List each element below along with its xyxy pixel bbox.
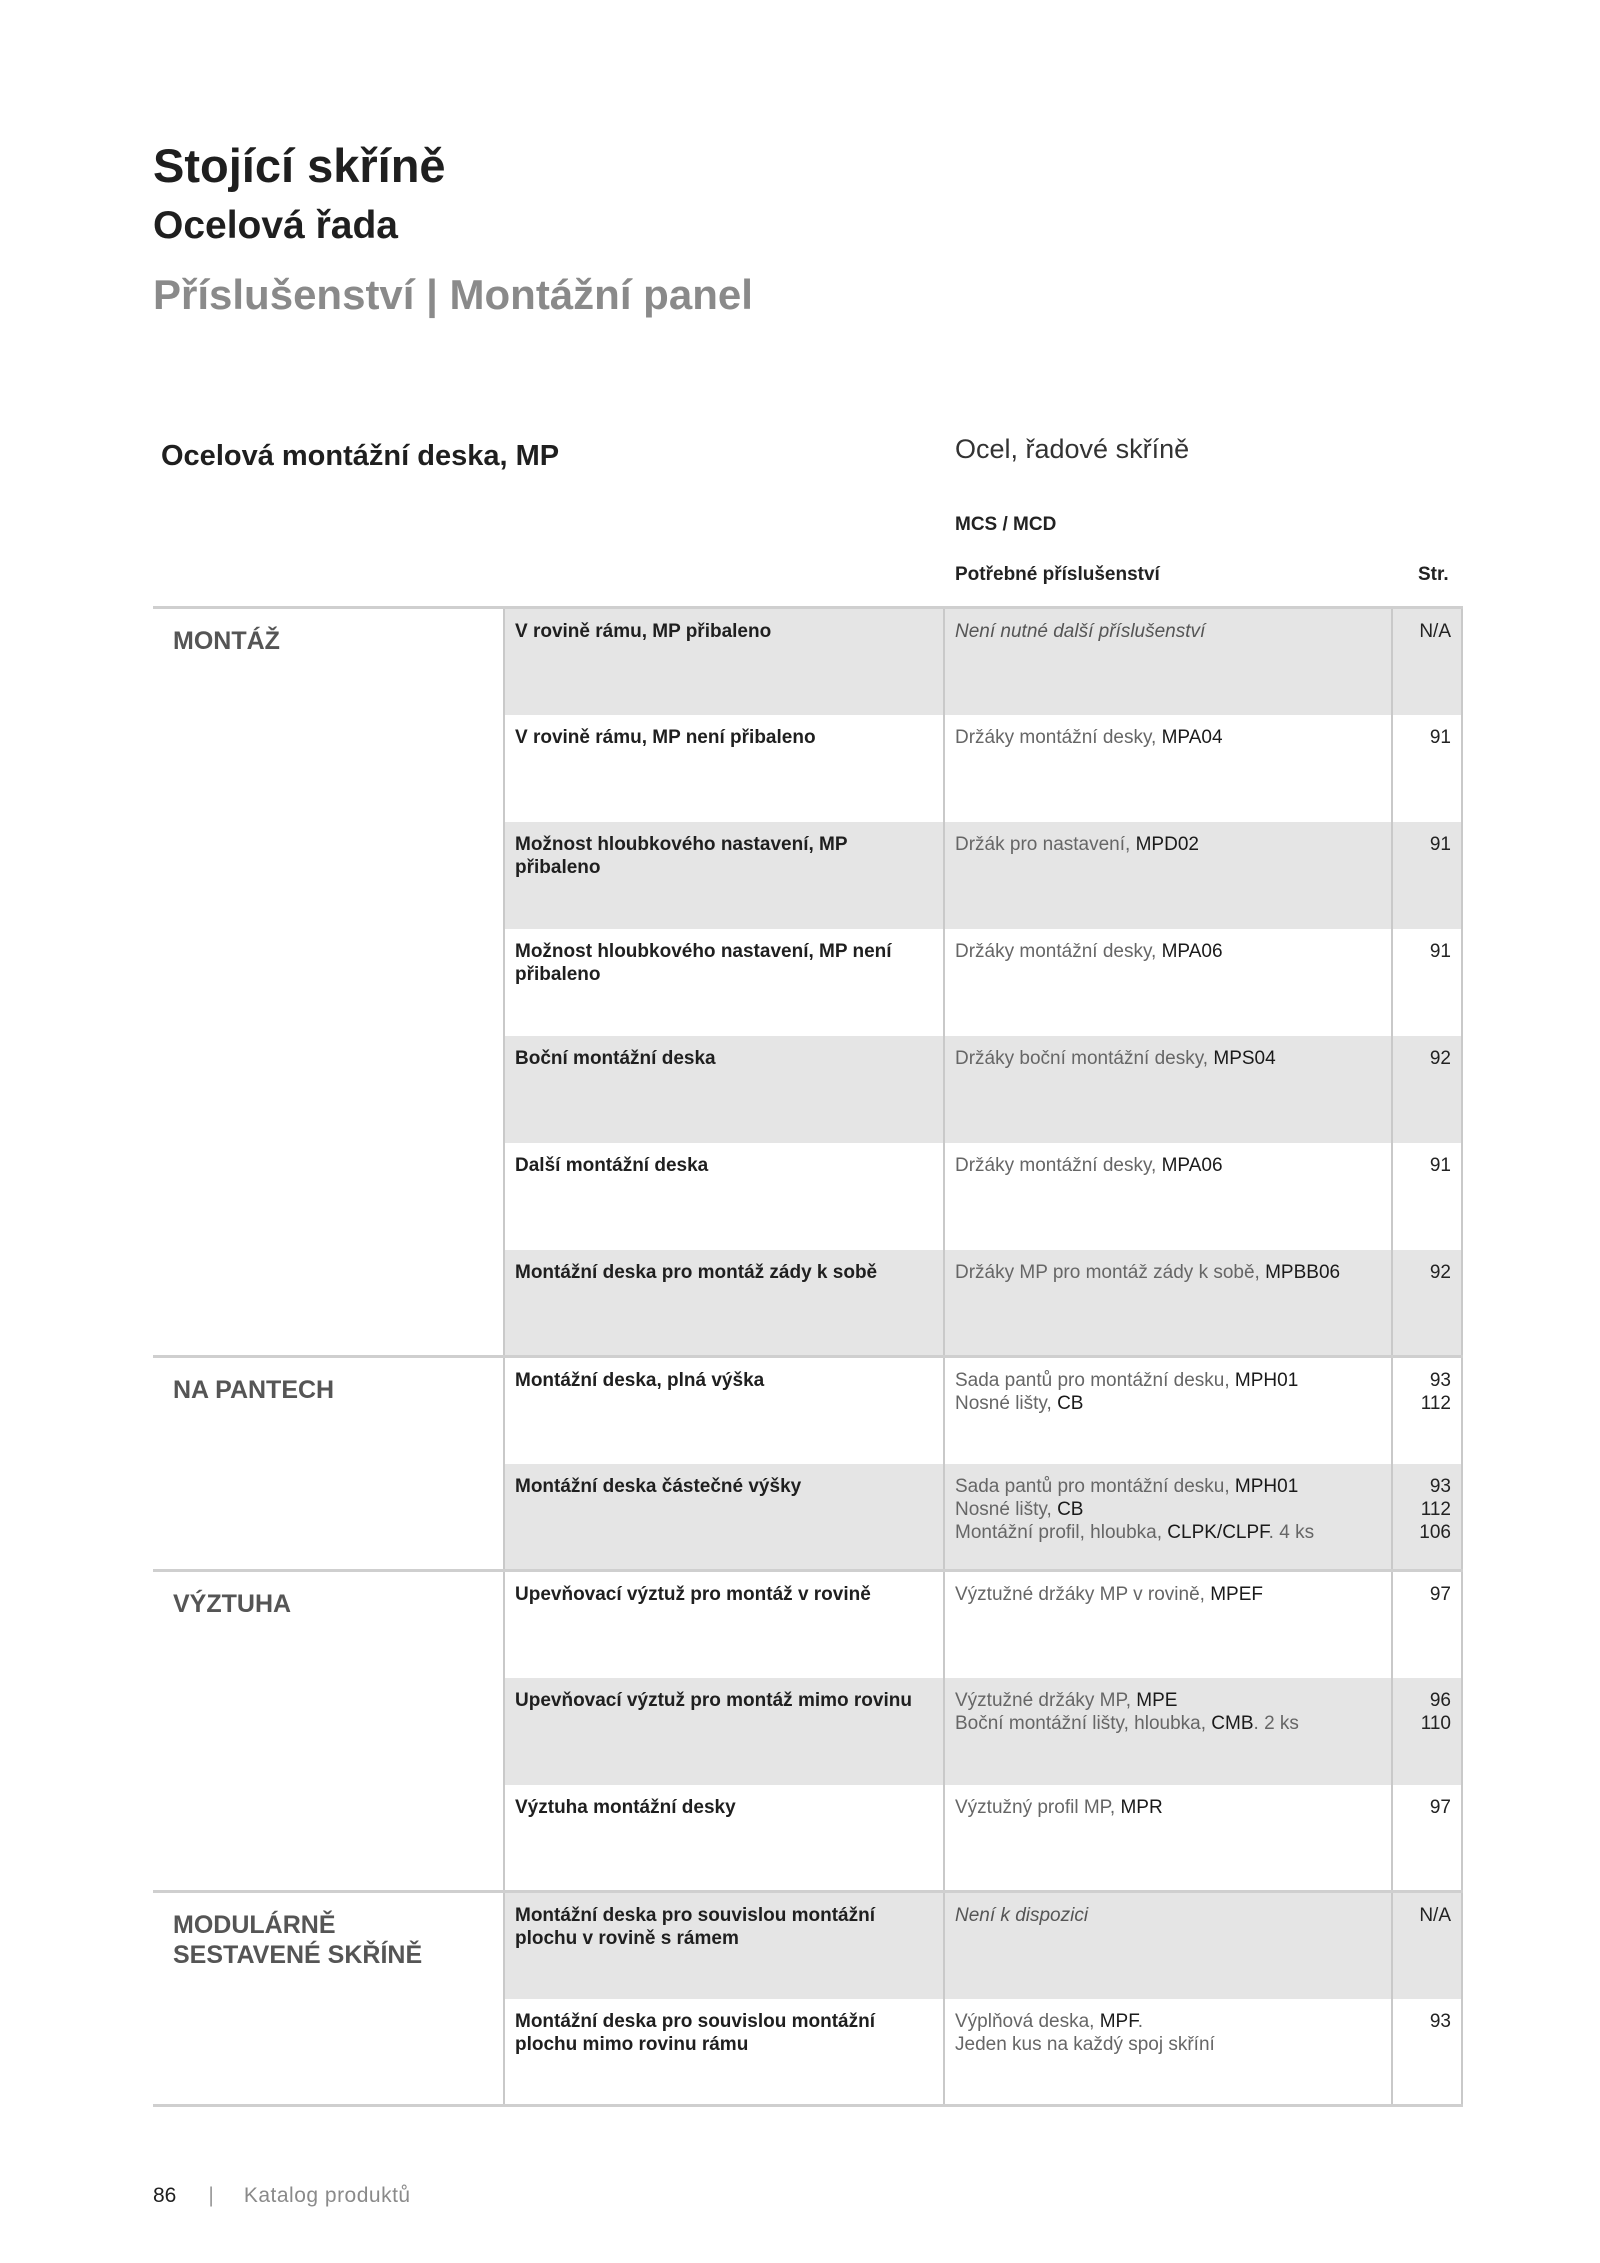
accessory-line: [955, 1154, 1381, 1177]
page-ref: 93: [1429, 1370, 1451, 1391]
accessory-line: [955, 1521, 1381, 1544]
accessory-code: MPD02: [1135, 833, 1199, 855]
table-row: [153, 822, 1462, 929]
table-row: [153, 1036, 1462, 1143]
group-label: NA PANTECH: [153, 1357, 504, 1464]
variant-label: V rovině rámu, MP přibaleno: [515, 621, 772, 642]
table-row: [153, 1357, 1462, 1464]
accessory-line: [955, 1047, 1381, 1070]
footer: [153, 2184, 411, 2208]
accessory-line: [955, 1904, 1381, 1927]
page-ref: 106: [1419, 1521, 1451, 1543]
accessory-cell: [944, 1036, 1392, 1143]
accessory-line: [955, 2033, 1381, 2056]
variant-cell: [504, 1785, 944, 1892]
accessory-line: [955, 2010, 1381, 2033]
page-ref-cell: [1392, 608, 1462, 715]
accessories-table: [153, 606, 1463, 2107]
product-title: Ocelová montážní deska, MP: [161, 440, 560, 472]
group-label: VÝZTUHA: [153, 1571, 504, 1678]
page-ref-cell: [1392, 1785, 1462, 1892]
variant-cell: [504, 1357, 944, 1464]
table-row: [153, 1999, 1462, 2106]
accessory-cell: [944, 1250, 1392, 1357]
accessory-text: Výztužný profil MP,: [955, 1796, 1121, 1818]
accessory-line: [955, 1369, 1381, 1392]
table-row: [153, 1250, 1462, 1357]
accessory-line: [955, 1392, 1381, 1415]
page-ref: 91: [1429, 726, 1451, 748]
accessory-cell: [944, 929, 1392, 1036]
accessory-text: Držáky montážní desky,: [955, 1154, 1162, 1176]
table-row: [153, 1892, 1462, 1999]
table-row: [153, 1571, 1462, 1678]
table-row: [153, 715, 1462, 822]
group-label: [153, 929, 504, 1036]
page-ref: 91: [1429, 833, 1451, 855]
product-family: Ocel, řadové skříně: [955, 434, 1190, 464]
accessory-text: Není nutné další příslušenství: [955, 621, 1206, 642]
group-label: [153, 1785, 504, 1892]
accessory-text: Sada pantů pro montážní desku,: [955, 1475, 1235, 1497]
accessory-line: [955, 1712, 1381, 1735]
variant-cell: [504, 1250, 944, 1357]
accessory-cell: [944, 608, 1392, 715]
accessory-text: Držáky boční montážní desky,: [955, 1047, 1214, 1069]
accessory-line: [955, 620, 1381, 643]
accessory-cell: [944, 1678, 1392, 1785]
variant-label: Boční montážní deska: [515, 1047, 716, 1069]
page-subtitle: Ocelová řada: [153, 204, 398, 247]
product-series: MCS / MCD: [955, 514, 1057, 535]
accessory-cell: [944, 822, 1392, 929]
page-ref-cell: [1392, 1250, 1462, 1357]
page-ref-cell: [1392, 715, 1462, 822]
accessory-text: Nosné lišty,: [955, 1498, 1058, 1520]
page-ref-cell: [1392, 1464, 1462, 1571]
variant-label: Výztuha montážní desky: [515, 1796, 736, 1818]
accessory-line: [955, 940, 1381, 963]
group-label: [153, 1250, 504, 1357]
variant-label: Montážní deska pro montáž zády k sobě: [515, 1261, 878, 1283]
accessory-suffix: . 4 ks: [1268, 1521, 1315, 1543]
group-label: MONTÁŽ: [153, 608, 504, 715]
group-label: MODULÁRNĚ SESTAVENÉ SKŘÍNĚ: [153, 1892, 504, 1999]
accessory-cell: [944, 1143, 1392, 1250]
page-number: 86: [153, 2184, 177, 2207]
group-label: [153, 1143, 504, 1250]
accessory-text: Sada pantů pro montážní desku,: [955, 1370, 1235, 1391]
accessory-line: [955, 1261, 1381, 1284]
column-header-accessories: Potřebné příslušenství: [955, 564, 1160, 585]
accessory-line: [955, 1796, 1381, 1819]
page-ref-cell: [1392, 1892, 1462, 1999]
variant-label: Upevňovací výztuž pro montáž mimo rovinu: [515, 1689, 912, 1711]
variant-cell: [504, 715, 944, 822]
accessory-text: Držáky montážní desky,: [955, 726, 1162, 748]
variant-label: Montážní deska pro souvislou montážní plochu v rovině s rámem: [515, 1905, 875, 1949]
accessory-text: Jeden kus na každý spoj skříní: [955, 2033, 1215, 2055]
accessory-code: CMB: [1211, 1712, 1254, 1734]
page-ref: 91: [1429, 940, 1451, 962]
accessory-code: CLPK/CLPF: [1167, 1521, 1269, 1543]
variant-label: Další montážní deska: [515, 1154, 709, 1176]
page-ref-cell: [1392, 1357, 1462, 1464]
accessory-text: Montážní profil, hloubka,: [955, 1521, 1168, 1543]
variant-cell: [504, 1036, 944, 1143]
accessory-code: MPH01: [1234, 1475, 1299, 1497]
page-ref: 96: [1429, 1689, 1451, 1711]
accessory-suffix: . 2 ks: [1253, 1712, 1299, 1734]
page-ref: 97: [1429, 1796, 1451, 1818]
accessory-code: MPA06: [1161, 1154, 1223, 1176]
accessory-code: MPE: [1136, 1689, 1178, 1711]
variant-cell: [504, 1464, 944, 1571]
variant-cell: [504, 1892, 944, 1999]
page-ref-cell: [1392, 929, 1462, 1036]
variant-label: Možnost hloubkového nastavení, MP není přibaleno: [515, 940, 892, 985]
page-ref: 112: [1420, 1498, 1451, 1520]
accessory-text: Není k dispozici: [955, 1905, 1089, 1926]
variant-label: Montážní deska, plná výška: [515, 1370, 765, 1391]
table-row: [153, 1785, 1462, 1892]
page-ref-cell: [1392, 1036, 1462, 1143]
section-title: Příslušenství | Montážní panel: [153, 271, 753, 318]
table-row: [153, 608, 1462, 715]
footer-separator: |: [208, 2184, 214, 2207]
accessory-code: CB: [1057, 1393, 1084, 1414]
variant-cell: [504, 929, 944, 1036]
accessory-cell: [944, 1999, 1392, 2106]
accessory-code: MPEF: [1210, 1584, 1263, 1605]
page-ref: N/A: [1419, 1905, 1451, 1926]
accessory-code: MPH01: [1234, 1370, 1299, 1391]
variant-label: Montážní deska částečné výšky: [515, 1475, 802, 1497]
accessory-line: [955, 1689, 1381, 1712]
page-ref-cell: [1392, 1143, 1462, 1250]
accessory-text: Výztužné držáky MP,: [955, 1689, 1137, 1711]
catalog-label: Katalog produktů: [243, 2184, 411, 2207]
page-ref: 110: [1420, 1712, 1451, 1734]
accessory-cell: [944, 1357, 1392, 1464]
group-label: [153, 822, 504, 929]
page-ref-cell: [1392, 1571, 1462, 1678]
table-row: [153, 929, 1462, 1036]
accessory-line: [955, 726, 1381, 749]
page-ref-cell: [1392, 822, 1462, 929]
variant-cell: [504, 608, 944, 715]
accessory-cell: [944, 715, 1392, 822]
variant-label: Možnost hloubkového nastavení, MP přibaleno: [515, 833, 848, 878]
accessory-suffix: .: [1137, 2010, 1143, 2032]
accessory-line: [955, 1498, 1381, 1521]
page-ref: 112: [1420, 1393, 1451, 1414]
page-ref: 97: [1429, 1584, 1451, 1605]
column-header-page: Str.: [1418, 564, 1449, 585]
group-label: [153, 1036, 504, 1143]
accessory-line: [955, 833, 1381, 856]
page-ref: 92: [1429, 1261, 1451, 1283]
variant-cell: [504, 1571, 944, 1678]
table-row: [153, 1143, 1462, 1250]
accessory-code: MPBB06: [1265, 1261, 1341, 1283]
accessory-text: Držáky montážní desky,: [955, 940, 1162, 962]
accessory-text: Držáky MP pro montáž zády k sobě,: [955, 1261, 1266, 1283]
accessory-cell: [944, 1785, 1392, 1892]
accessory-cell: [944, 1571, 1392, 1678]
variant-cell: [504, 1143, 944, 1250]
page-ref: N/A: [1419, 621, 1451, 642]
group-label: [153, 715, 504, 822]
table-row: [153, 1464, 1462, 1571]
variant-label: V rovině rámu, MP není přibaleno: [515, 726, 816, 748]
accessory-code: CB: [1057, 1498, 1084, 1520]
accessory-code: MPR: [1120, 1796, 1163, 1818]
table-row: [153, 1678, 1462, 1785]
accessory-code: MPA04: [1161, 726, 1223, 748]
group-label: [153, 1464, 504, 1571]
page-ref-cell: [1392, 1999, 1462, 2106]
page-ref: 93: [1429, 1475, 1451, 1497]
accessory-text: Nosné lišty,: [955, 1393, 1058, 1414]
accessory-text: Výplňová deska,: [955, 2010, 1100, 2032]
group-label: [153, 1999, 504, 2106]
accessory-cell: [944, 1892, 1392, 1999]
accessory-code: MPS04: [1213, 1047, 1276, 1069]
page-title: Stojící skříně: [153, 139, 446, 192]
accessory-code: MPF: [1099, 2010, 1138, 2032]
variant-label: Upevňovací výztuž pro montáž v rovině: [515, 1584, 871, 1605]
accessory-cell: [944, 1464, 1392, 1571]
accessory-text: Držák pro nastavení,: [955, 833, 1136, 855]
accessory-text: Boční montážní lišty, hloubka,: [955, 1712, 1212, 1734]
page-ref: 91: [1429, 1154, 1451, 1176]
accessory-line: [955, 1475, 1381, 1498]
variant-cell: [504, 1678, 944, 1785]
variant-label: Montážní deska pro souvislou montážní plochu mimo rovinu rámu: [515, 2010, 875, 2055]
accessory-text: Výztužné držáky MP v rovině,: [955, 1584, 1211, 1605]
page-ref-cell: [1392, 1678, 1462, 1785]
accessory-line: [955, 1583, 1381, 1606]
page-ref: 92: [1429, 1047, 1451, 1069]
group-label: [153, 1678, 504, 1785]
page-ref: 93: [1429, 2010, 1451, 2032]
variant-cell: [504, 822, 944, 929]
accessory-code: MPA06: [1161, 940, 1223, 962]
variant-cell: [504, 1999, 944, 2106]
